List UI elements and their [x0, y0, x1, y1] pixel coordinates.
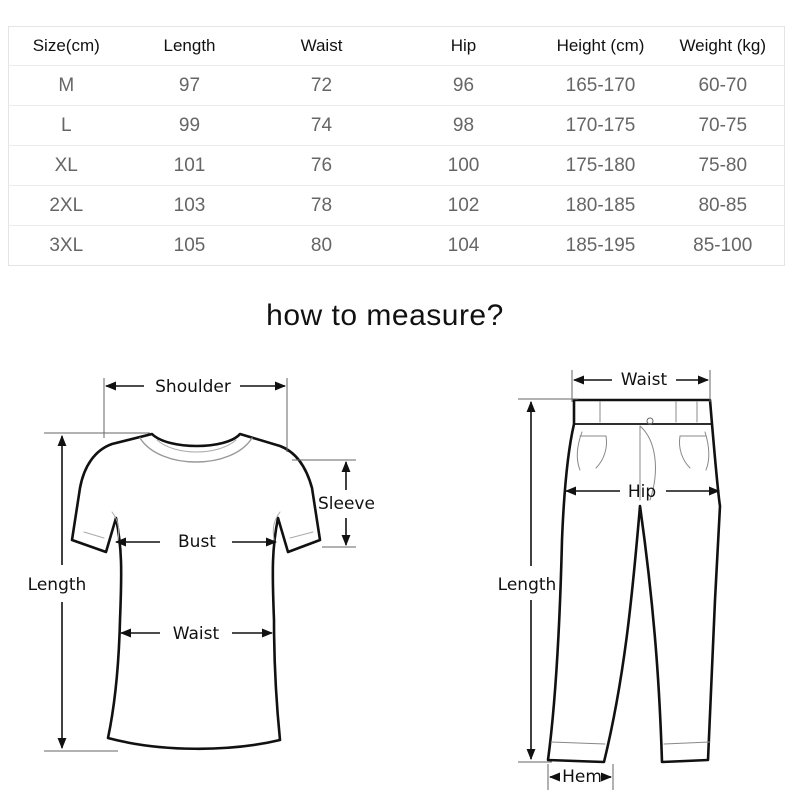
waist-label: Waist	[172, 624, 220, 644]
bust-label: Bust	[178, 532, 216, 552]
table-cell: 175-180	[540, 146, 662, 186]
hem-label: Hem	[562, 767, 602, 787]
table-cell: 185-195	[565, 234, 636, 256]
table-cell: 3XL	[49, 234, 84, 256]
table-cell: XL	[9, 146, 124, 186]
table-cell: 75-80	[662, 146, 785, 186]
hip-label: Hip	[627, 482, 657, 502]
header-size: Size(cm)	[9, 27, 124, 66]
tshirt-arrows	[62, 386, 346, 748]
header-waist: Waist	[256, 27, 388, 66]
table-row	[9, 186, 785, 226]
table-cell: 104	[447, 234, 480, 256]
table-cell: L	[9, 106, 124, 146]
table-row	[9, 146, 785, 186]
header-length: Length	[124, 27, 256, 66]
pants-arrows	[531, 380, 719, 777]
table-cell: 60-70	[662, 66, 785, 106]
page-title: how to measure?	[266, 299, 504, 332]
table-cell: 70-75	[662, 106, 785, 146]
size-chart-table	[8, 26, 785, 266]
table-cell: 2XL	[9, 186, 124, 226]
measurement-diagram	[0, 350, 800, 800]
table-cell: 105	[173, 234, 206, 256]
header-hip: Hip	[388, 27, 540, 66]
table-cell: 102	[388, 186, 540, 226]
shoulder-label: Shoulder	[155, 377, 231, 397]
table-row	[9, 66, 785, 106]
pants-length-label: Length	[497, 575, 557, 595]
table-cell: 74	[256, 106, 388, 146]
table-row	[9, 106, 785, 146]
pants-illustration	[548, 400, 720, 762]
tshirt-guides	[44, 378, 356, 751]
table-cell: M	[9, 66, 124, 106]
table-cell: 72	[256, 66, 388, 106]
table-row	[9, 226, 785, 266]
table-cell: 76	[256, 146, 388, 186]
tshirt-illustration	[72, 434, 320, 749]
table-cell: 170-175	[540, 106, 662, 146]
table-cell: 96	[388, 66, 540, 106]
table-cell: 98	[388, 106, 540, 146]
table-cell: 165-170	[540, 66, 662, 106]
length-label: Length	[27, 575, 87, 595]
table-header-row	[9, 27, 785, 66]
sleeve-label: Sleeve	[318, 494, 375, 514]
header-weight: Weight (kg)	[662, 27, 785, 66]
table-cell: 78	[256, 186, 388, 226]
table-cell: 180-185	[540, 186, 662, 226]
table-cell: 101	[124, 146, 256, 186]
table-cell: 85-100	[693, 234, 753, 256]
table-cell: 80	[310, 234, 333, 256]
table-cell: 100	[388, 146, 540, 186]
table-cell: 80-85	[662, 186, 785, 226]
table-cell: 103	[124, 186, 256, 226]
table-cell: 97	[124, 66, 256, 106]
header-height: Height (cm)	[540, 27, 662, 66]
pants-waist-label: Waist	[620, 370, 668, 390]
table-cell: 99	[124, 106, 256, 146]
